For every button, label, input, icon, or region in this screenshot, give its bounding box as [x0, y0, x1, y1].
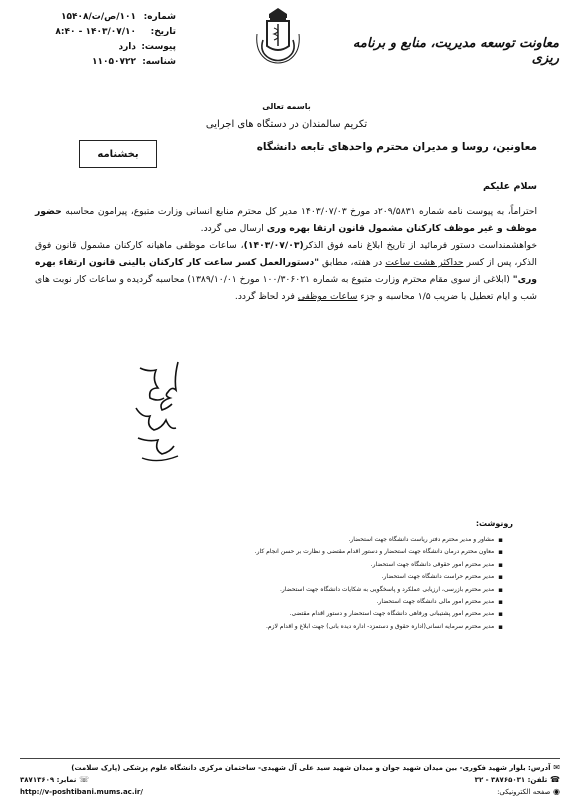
bullet-icon: ▪	[498, 536, 503, 544]
bismillah: باسمه تعالی	[262, 102, 311, 111]
underlined-phrase: ساعات موظفی	[297, 291, 358, 302]
bullet-icon: ▪	[498, 622, 503, 631]
circular-label: بخشنامه	[97, 148, 139, 160]
circular-label-box	[79, 140, 157, 168]
bullet-icon: ▪	[498, 610, 503, 619]
underlined-phrase: حداکثر هشت ساعت	[385, 257, 464, 268]
footer-address: ✉ آدرس: بلوار شهید فکوری- بین میدان شهید جوان و میدان شهید سید علی آل شهیدی- ساختمان مرکزی دانشگاه علوم پزشکی (پارک سلامت)	[71, 763, 560, 772]
university-emblem-icon	[237, 6, 319, 66]
attachment-label: پیوست:	[141, 42, 176, 52]
list-item: ▪ مدیر محترم بازرسی، ارزیابی عملکرد و پاسخگویی به شکایات دانشگاه جهت استحضار.	[163, 584, 503, 596]
footer-email-label: ◉ صفحه الکترونیکی:	[497, 787, 560, 796]
bullet-icon: ▪	[498, 598, 503, 607]
signature-icon	[128, 358, 188, 470]
dedication-line: تکریم سالمندان در دستگاه های اجرایی	[205, 119, 368, 130]
body-bold-phrase: حضور موظف و غیر موظف کارکنان مشمول قانون ارتقا بهره وری	[35, 206, 537, 234]
cc-title: رونوشت:	[475, 519, 513, 528]
cc-list	[163, 534, 503, 633]
bullet-icon: ▪	[498, 573, 503, 582]
addressee: معاونین، روسا و مدیران محترم واحدهای تابعه دانشگاه	[256, 141, 537, 153]
list-item: ▪ معاون محترم درمان دانشگاه جهت استحضار و دستور اقدام مقتضی و نظارت بر حسن انجام کار.	[163, 546, 503, 558]
number-value: ۱۰۱/ص/ت/۱۵۴۰۸	[61, 12, 136, 22]
globe-icon: ◉	[550, 787, 560, 796]
footer-web-row	[20, 786, 560, 798]
attachment-value: دارد	[118, 42, 136, 52]
greeting: سلام علیکم	[482, 181, 537, 192]
list-item: ▪ مدیر محترم امور مالی دانشگاه جهت استحضار.	[163, 596, 503, 608]
bullet-icon: ▪	[498, 560, 503, 569]
footer	[20, 762, 560, 798]
body-paragraph-1: احتراماً، به پیوست نامه شماره ۲۰۹/۵۸۳۱د مورخ ۱۴۰۳/۰۷/۰۳ مدیر کل محترم منابع انسانی وزارت متبوع، پیرامون محاسبه حضور موظف و غیر موظف کارکنان مشمول قانون ارتقا بهره وری ارسال می گردد.	[35, 206, 538, 234]
date-label: تاریخ:	[150, 27, 176, 37]
university-logo	[237, 6, 319, 66]
bullet-icon: ▪	[498, 548, 503, 557]
number-label: شماره:	[143, 12, 176, 22]
footer-contact-row	[20, 774, 560, 786]
phone-icon: ☎	[547, 775, 560, 784]
letter-body	[35, 203, 537, 305]
deputy-title: معاونت توسعه مدیریت، منابع و برنامه ریزی	[352, 36, 559, 66]
footer-divider	[20, 758, 560, 759]
list-item: ▪ مدیر محترم امور حقوقی دانشگاه جهت استحضار.	[163, 559, 503, 571]
guideline-title: "دستورالعمل کسر ساعت کار کارکنان بالینی قانون ارتقاء بهره وری"	[35, 257, 537, 285]
id-value: ۱۱۰۵۰۷۲۲	[92, 57, 136, 67]
location-icon: ✉	[550, 763, 560, 772]
body-paragraph-2: خواهشمنداست دستور فرمائید از تاریخ ابلاغ نامه فوق الذکر(۱۴۰۳/۰۷/۰۳)، ساعات موظفی ماهیانه کارکنان مشمول قانون فوق الذکر، پس از کسر حداکثر هشت ساعت در هفته، مطابق "دستورالعمل کسر ساعت کار کارکنان بالینی قانون ارتقاء بهره وری" (ابلاغی از سوی مقام محترم وزارت متبوع به شماره ۱۰۰/۳۰۶۰۲۱ مورخ ۱۳۸۹/۱۰/۰۱) محاسبه گردیده و ساعات کار نوبت های شب و ایام تعطیل با ضریب ۱/۵ محاسبه و جزء ساعات موظفی فرد لحاظ گردد.	[35, 240, 537, 302]
bullet-icon: ▪	[498, 585, 503, 594]
date-value: ۱۴۰۳/۰۷/۱۰ - ۸:۴۰	[55, 27, 136, 37]
footer-website-link[interactable]: http://v-poshtibani.mums.ac.ir/	[20, 788, 143, 796]
footer-fax: ☏ نمابر: ۳۸۷۱۳۶۰۹	[20, 775, 90, 784]
list-item: ▪ مدیر محترم امور پشتیبانی ورفاهی دانشگاه جهت استحضار و دستور اقدام مقتضی.	[163, 608, 503, 620]
letter-meta	[16, 10, 176, 70]
list-item: ▪ مدیر محترم سرمایه انسانی(اداره حقوق و دستمزد- اداره دیده بانی) جهت ابلاغ و اقدام لازم.	[163, 621, 503, 633]
list-item: ▪ مشاور و مدیر محترم دفتر ریاست دانشگاه جهت استحضار.	[163, 534, 503, 546]
footer-phone: ☎ تلفن: ۳۸۷۶۵۰۳۱ - ۳۲	[474, 775, 560, 784]
id-label: شناسه:	[142, 57, 176, 67]
handwritten-signature	[128, 358, 188, 470]
fax-icon: ☏	[76, 775, 90, 784]
list-item: ▪ مدیر محترم حراست دانشگاه جهت استحضار.	[163, 571, 503, 583]
